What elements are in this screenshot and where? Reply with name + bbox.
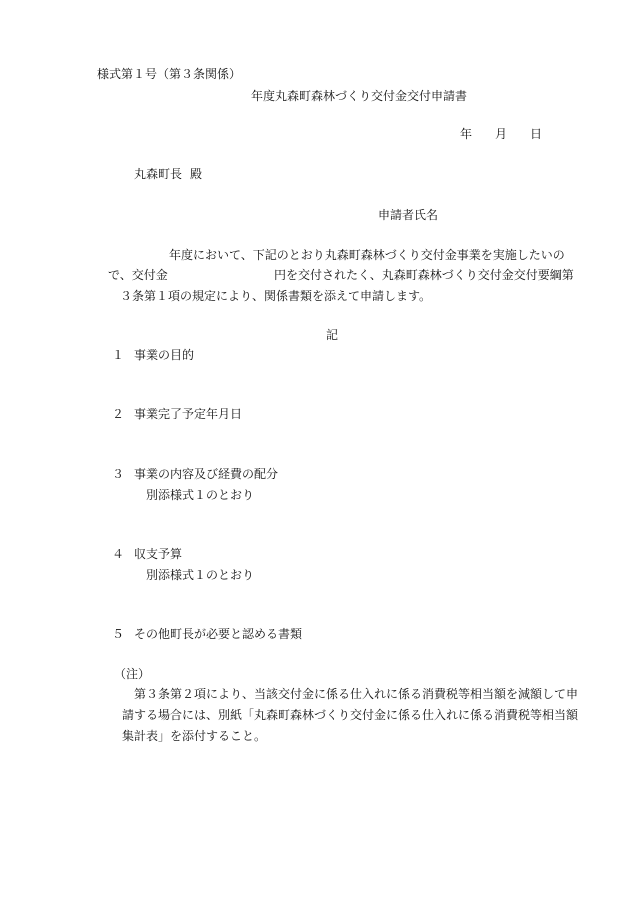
note-line-1: 第３条第２項により、当該交付金に係る仕入れに係る消費税等相当額を減額して申 [134, 687, 579, 701]
item-number: １ [112, 348, 125, 362]
item-number: ４ [112, 547, 125, 561]
item-text: 事業の目的 [134, 348, 195, 362]
item-text: その他町長が必要と認める書類 [134, 627, 303, 641]
body-line-2a: で、交付金 [108, 268, 168, 282]
note-line-3: 集計表」を添付すること。 [122, 729, 267, 743]
form-number: 様式第１号（第３条関係） [97, 67, 242, 81]
item-text: 事業の内容及び経費の配分 [134, 467, 279, 481]
applicant-name-label: 申請者氏名 [378, 208, 439, 222]
addressee-name: 丸森町長 [134, 167, 183, 181]
note-label: （注） [114, 667, 151, 681]
body-line-1: 年度において、下記のとおり丸森町森林づくり交付金事業を実施したいの [169, 248, 565, 262]
item-text: 収支予算 [134, 547, 183, 561]
body-line-3: ３条第１項の規定により、関係書類を添えて申請します。 [120, 289, 432, 303]
item-number: ３ [112, 467, 125, 481]
ki-heading: 記 [326, 328, 339, 342]
addressee-honorific: 殿 [190, 167, 203, 181]
note-line-2: 請する場合には、別紙「丸森町森林づくり交付金に係る仕入れに係る消費税等相当額 [122, 708, 579, 722]
item-number: ２ [112, 407, 125, 421]
date-year: 年 [460, 127, 473, 141]
item-note: 別添様式１のとおり [146, 568, 255, 582]
item-text: 事業完了予定年月日 [134, 407, 243, 421]
date-day: 日 [530, 127, 543, 141]
document-title: 年度丸森町森林づくり交付金交付申請書 [251, 89, 468, 103]
date-month: 月 [495, 127, 508, 141]
body-line-2b: 円を交付されたく、丸森町森林づくり交付金交付要綱第 [274, 268, 574, 282]
item-note: 別添様式１のとおり [146, 488, 255, 502]
item-number: ５ [112, 627, 125, 641]
